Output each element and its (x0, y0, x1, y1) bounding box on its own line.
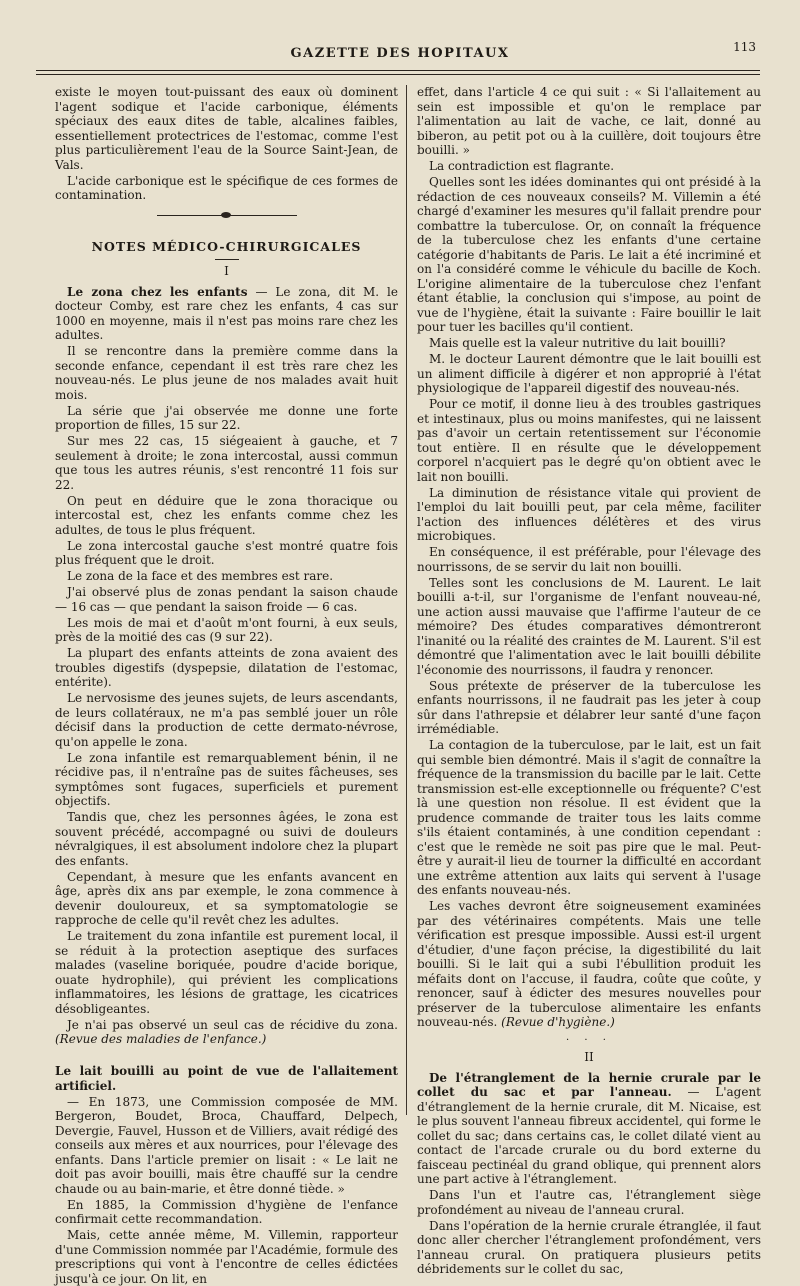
page-number: 113 (733, 40, 756, 54)
paragraph: Le nervosisme des jeunes sujets, de leurs ascendants, de leurs collatéraux, ne m'a pas semblé jouer un rôle décisif dans la production de cette dermato-névrose, qu'on appelle le zona. (55, 691, 398, 749)
article-lead (55, 285, 398, 343)
paragraph: effet, dans l'article 4 ce qui suit : « Si l'allaitement au sein est impossible et qu'on le remplace par l'alimentation au lait de vache, ce lait, donné au biberon, au petit pot ou à la cuillère, doit toujours être bouilli. » (417, 85, 761, 157)
paragraph-text: Les vaches devront être soigneusement examinées par des vétérinaires compétents. Mais une telle vérification est presque impossible. Aussi est-il urgent d'étudier, d'une façon précise, la digestibilité du lait bouilli. Si le lait qui a subi l'ébullition produit les méfaits dont on l'accuse, il faudra, coûte que coûte, y renoncer, sauf à édicter des mesures nouvelles pour préserver de la tuberculose alimentaire les enfants nouveau-nés. (417, 899, 761, 1029)
paragraph: Mais quelle est la valeur nutritive du lait bouilli? (429, 336, 726, 350)
roman-numeral-one: I (224, 264, 229, 278)
section-ornament (157, 215, 297, 216)
article-lead (417, 1071, 761, 1187)
paragraph: Il se rencontre dans la première comme dans la seconde enfance, cependant il est très rare chez les nouveau-nés. Le plus jeune de nos malades avait huit mois. (55, 344, 398, 402)
paragraph: Telles sont les conclusions de M. Laurent. Le lait bouilli a-t-il, sur l'organisme de l'enfant nouveau-né, une action aussi mauvaise que l'affirme l'auteur de ce mémoire? Des études comparatives démontreront l'inanité ou la réalité des craintes de M. Laurent. S'il est démontré que l'alimentation avec le lait bouilli débilite l'économie des nourrissons, il faudra y renoncer. (417, 575, 761, 677)
paragraph: Les mois de mai et d'août m'ont fourni, à eux seuls, près de la moitié des cas (9 sur 22). (55, 615, 398, 644)
paragraph: Cependant, à mesure que les enfants avancent en âge, après dix ans par exemple, le zona commence à devenir douloureux, et sa symptomatologie se rapproche de celle qu'il revêt chez les adultes. (55, 869, 398, 927)
paragraph: Sur mes 22 cas, 15 siégeaient à gauche, et 7 seulement à droite; le zona intercostal, aussi commun que tous les autres réunis, s'est rencontré 11 fois sur 22. (55, 434, 398, 492)
header-rule (36, 70, 760, 71)
paragraph: Quelles sont les idées dominantes qui ont présidé à la rédaction de ces nouveaux conseils? M. Villemin a été chargé d'examiner les mesures qu'il fallait prendre pour combattre la tuberculose. Or, on connaît la fréquence de la tuberculose chez les enfants d'une certaine catégorie d'habitants de Paris. Le lait a été incriminé et on l'a considéré comme le véhicule du bacille de Koch. L'origine alimentaire de la tuberculose chez l'enfant étant établie, la conclusion qui s'impose, au point de vue de l'hygiène, était la suivante : Faire bouillir le lait pour tuer les bacilles qu'il contient. (417, 175, 761, 334)
article-lead-text: — Le zona, dit M. le docteur Comby, est rare chez les enfants, 4 cas sur 1000 en moyenne, mais il n'est pas moins rare chez les adultes. (55, 284, 398, 342)
roman-numeral-two: II (584, 1050, 594, 1064)
article-title-lait-bouilli: Le lait bouilli au point de vue de l'allaitement artificiel. (55, 1064, 398, 1093)
page-header (30, 40, 770, 66)
paragraph: La contagion de la tuberculose, par le lait, est un fait qui semble bien démontré. Mais il s'agit de connaître la fréquence de la transmission du bacille par le lait. Cette transmission est-elle exceptionnelle ou fréquente? C'est là une question non résolue. Il est évident que la prudence commande de traiter tous les laits comme s'ils étaient contaminés, à une condition cependant : c'est que le remède ne soit pas pire que le mal. Peut-être y aurait-il lieu de tourner la difficulté en accordant une extrême attention aux laits qui servent à l'usage des enfants nouveau-nés. (417, 738, 761, 897)
paragraph: Le traitement du zona infantile est purement local, il se réduit à la protection aseptique des surfaces malades (vaseline boriquée, poudre d'acide borique, ouate hydrophile), qui prévient les complications inflammatoires, les lésions de grattage, les cicatrices désobligeantes. (55, 929, 398, 1016)
paragraph: Sous prétexte de préserver de la tuberculose les enfants nourrissons, il ne faudrait pas les jeter à coup sûr dans l'athrepsie et délabrer leur santé d'une façon irrémédiable. (417, 678, 761, 736)
intro-paragraph: L'acide carbonique est le spécifique de ces formes de contamination. (55, 173, 398, 202)
paragraph: Le zona de la face et des membres est rare. (67, 569, 334, 583)
intro-paragraph: existe le moyen tout-puissant des eaux où dominent l'agent sodique et l'acide carbonique, éléments spéciaux des eaux dites de table, alcalines faibles, essentiellement protectrices de l'estomac, comme l'est plus particulièrement l'eau de la Source Saint-Jean, de Vals. (55, 85, 398, 172)
article-lead-text: — L'agent d'étranglement de la hernie crurale, dit M. Nicaise, est le plus souvent l'anneau fibreux accidentel, qui forme le collet du sac; dans certains cas, le collet dilaté vient au contact de l'arcade crurale ou du bord externe du faisceau pectinéal du grand oblique, qui prennent alors une part active à l'étranglement. (417, 1085, 761, 1186)
dot-separator: · · · (566, 1034, 612, 1046)
header-rule-thin (36, 74, 760, 75)
paragraph: La diminution de résistance vitale qui provient de l'emploi du lait bouilli peut, par cela même, faciliter l'action des influences délétères et des virus microbiques. (417, 485, 761, 543)
paragraph: Tandis que, chez les personnes âgées, le zona est souvent précédé, accompagné ou suivi de douleurs névralgiques, il est absolument indolore chez la plupart des enfants. (55, 810, 398, 868)
paragraph: Dans l'opération de la hernie crurale étranglée, il faut donc aller chercher l'étranglement profondément, vers l'anneau crural. On pratiquera plusieurs petits débridements sur le collet du sac, (417, 1218, 761, 1276)
source-citation: (Revue d'hygiène.) (501, 1015, 615, 1029)
spacer (55, 1048, 398, 1064)
running-title: GAZETTE DES HOPITAUX (290, 46, 510, 61)
paragraph: La contradiction est flagrante. (429, 159, 615, 173)
article-title-zona: Le zona chez les enfants (67, 284, 248, 299)
paragraph: Mais, cette année même, M. Villemin, rapporteur d'une Commission nommée par l'Académie, formule des prescriptions qui vont à l'encontre de celles édictées jusqu'à ce jour. On lit, en (55, 1228, 398, 1286)
paragraph: En conséquence, il est préférable, pour l'élevage des nourrissons, de se servir du lait non bouilli. (417, 545, 761, 574)
closing-text: Je n'ai pas observé un seul cas de récidive du zona. (67, 1017, 398, 1032)
paragraph: J'ai observé plus de zonas pendant la saison chaude — 16 cas — que pendant la saison froide — 6 cas. (55, 585, 398, 614)
paragraph: — En 1873, une Commission composée de MM. Bergeron, Boudet, Broca, Chauffard, Delpech, Devergie, Fauvel, Husson et de Villiers, avait rédigé des conseils aux mères et aux nourrices, pour l'élevage des enfants. Dans l'article premier on lisait : « Le lait ne doit pas avoir bouilli, mais être chauffé sur la cendre chaude ou au bain-marie, et être donné tiède. » (55, 1094, 398, 1196)
paragraph: Pour ce motif, il donne lieu à des troubles gastriques et intestinaux, plus ou moins manifestes, qui ne laissent pas d'avoir un certain retentissement sur l'économie tout entière. Il en résulte que le développement corporel n'acquiert pas le degré qu'on obtient avec le lait non bouilli. (417, 397, 761, 484)
article-title-lait (55, 1064, 398, 1093)
paragraph: Le zona intercostal gauche s'est montré quatre fois plus fréquent que le droit. (55, 538, 398, 567)
paragraph: Le zona infantile est remarquablement bénin, il ne récidive pas, il n'entraîne pas de suites fâcheuses, ses symptômes sont fugaces, superficiels et purement objectifs. (55, 750, 398, 808)
paragraph (417, 899, 761, 1030)
paragraph: On peut en déduire que le zona thoracique ou intercostal est, chez les enfants comme chez les adultes, de tous le plus fréquent. (55, 493, 398, 537)
section-title: NOTES MÉDICO-CHIRURGICALES (91, 238, 362, 254)
paragraph-closing (55, 1018, 398, 1047)
left-column (55, 85, 398, 1286)
paragraph: En 1885, la Commission d'hygiène de l'enfance confirmait cette recommandation. (55, 1197, 398, 1226)
paragraph: La série que j'ai observée me donne une forte proportion de filles, 15 sur 22. (55, 403, 398, 432)
paragraph: Dans l'un et l'autre cas, l'étranglement siège profondément au niveau de l'anneau crural. (417, 1188, 761, 1217)
paragraph: M. le docteur Laurent démontre que le lait bouilli est un aliment difficile à digérer et non approprié à l'état physiologique de l'appareil digestif des nouveau-nés. (417, 352, 761, 395)
paragraph: La plupart des enfants atteints de zona avaient des troubles digestifs (dyspepsie, dilatation de l'estomac, entérite). (55, 646, 398, 689)
roman-rule (215, 259, 239, 260)
source-citation: (Revue des maladies de l'enfance.) (55, 1032, 267, 1046)
right-column (417, 85, 761, 1276)
column-divider (406, 85, 407, 1115)
article-title-hernie: De l'étranglement de la hernie crurale par le collet du sac et par l'anneau. (417, 1070, 761, 1099)
